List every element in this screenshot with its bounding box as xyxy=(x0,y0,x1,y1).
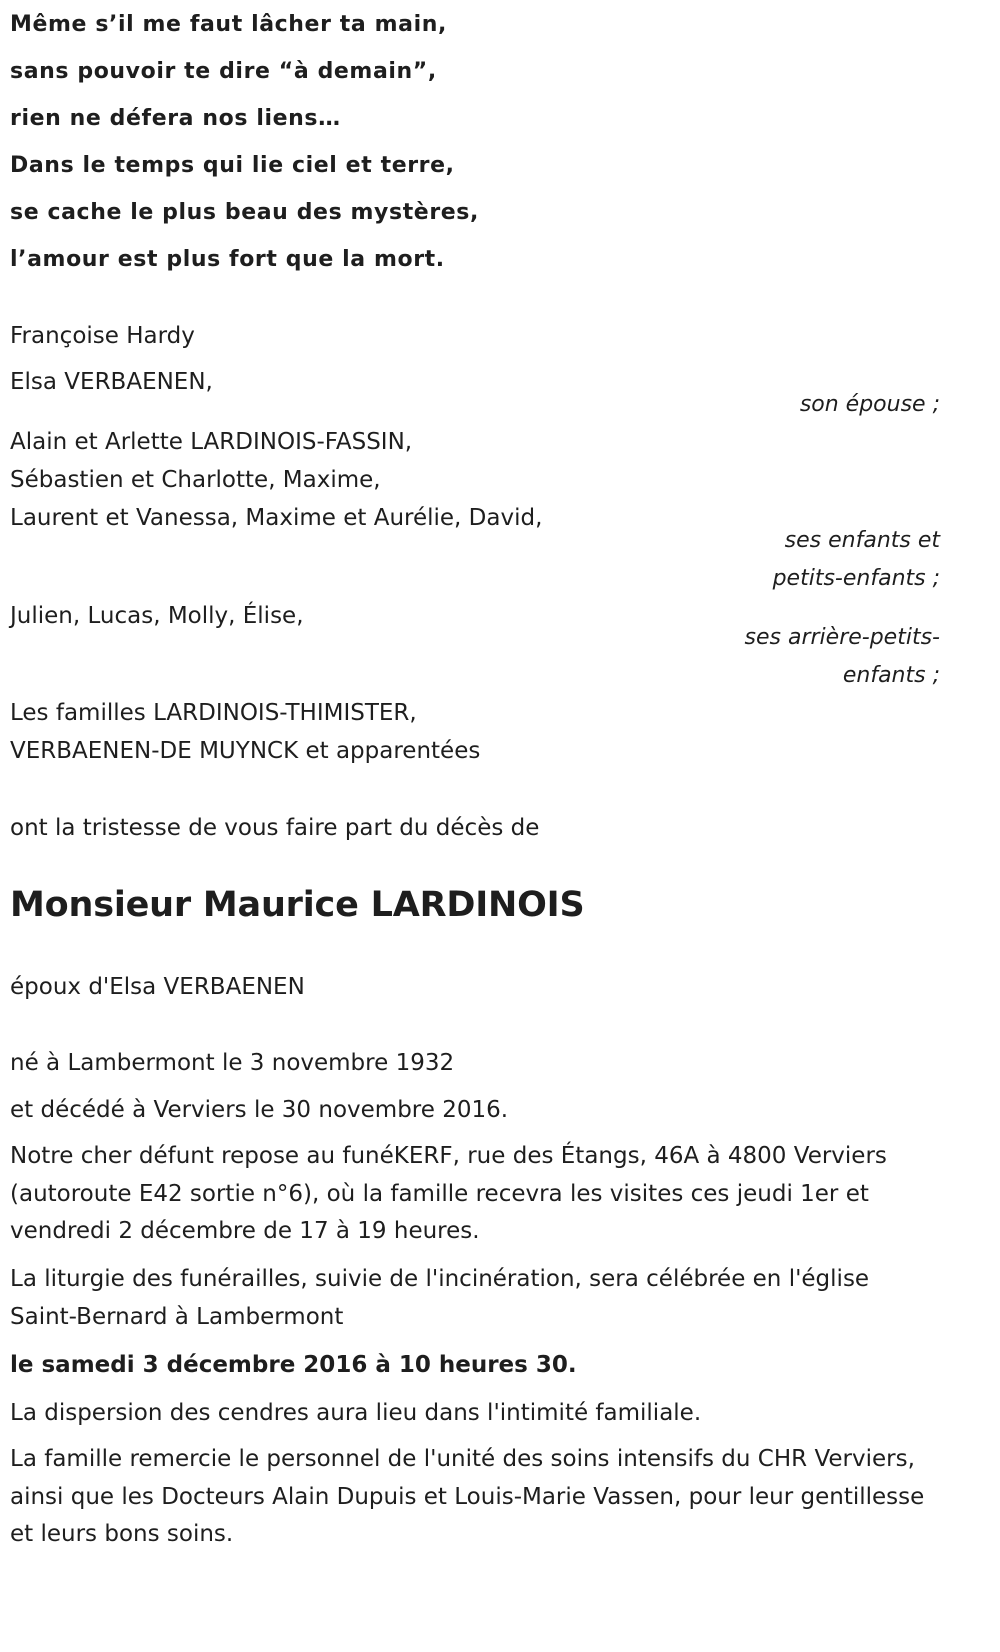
children-line: Alain et Arlette LARDINOIS-FASSIN, xyxy=(10,429,413,455)
children-relation: ses enfants et xyxy=(784,528,940,553)
children-line: Sébastien et Charlotte, Maxime, xyxy=(10,467,381,493)
poem-line: Même s’il me faut lâcher ta main, xyxy=(10,12,447,37)
thanks-info: La famille remercie le personnel de l'unité des soins intensifs du CHR Verviers, ainsi que les Docteurs Alain Dupuis et Louis-Marie Vassen, pour leur gentillesse et leurs bons soins. xyxy=(10,1446,925,1548)
children-line: Laurent et Vanessa, Maxime et Aurélie, David, xyxy=(10,505,543,531)
liturgy-info: La liturgie des funérailles, suivie de l'incinération, sera célébrée en l'église Saint-Bernard à Lambermont xyxy=(10,1266,870,1330)
poem-line: sans pouvoir te dire “à demain”, xyxy=(10,59,437,84)
visitation-info: Notre cher défunt repose au funéKERF, rue des Étangs, 46A à 4800 Verviers (autoroute E42 sortie n°6), où la famille recevra les visites ces jeudi 1er et vendredi 2 décembre de 17 à 19 heures. xyxy=(10,1143,887,1245)
great-grandchildren-relation: enfants ; xyxy=(842,663,940,688)
spouse-name: Elsa VERBAENEN, xyxy=(10,369,213,395)
poem-author: Françoise Hardy xyxy=(10,323,195,349)
announcement-intro: ont la tristesse de vous faire part du décès de xyxy=(10,815,540,841)
poem-line: l’amour est plus fort que la mort. xyxy=(10,247,445,272)
poem-line: rien ne défera nos liens… xyxy=(10,106,341,131)
poem-line: Dans le temps qui lie ciel et terre, xyxy=(10,153,455,178)
birth-info: né à Lambermont le 3 novembre 1932 xyxy=(10,1050,455,1076)
poem-line: se cache le plus beau des mystères, xyxy=(10,200,479,225)
great-grandchildren-relation: ses arrière-petits- xyxy=(744,625,940,650)
liturgy-date: le samedi 3 décembre 2016 à 10 heures 30. xyxy=(10,1352,577,1378)
families-line: Les familles LARDINOIS-THIMISTER, xyxy=(10,700,417,726)
families-line: VERBAENEN-DE MUYNCK et apparentées xyxy=(10,738,481,764)
spouse-of: époux d'Elsa VERBAENEN xyxy=(10,974,305,1000)
spouse-relation: son épouse ; xyxy=(799,392,940,417)
great-grandchildren-names: Julien, Lucas, Molly, Élise, xyxy=(10,603,304,629)
death-info: et décédé à Verviers le 30 novembre 2016. xyxy=(10,1097,509,1123)
children-relation: petits-enfants ; xyxy=(772,566,940,591)
ashes-info: La dispersion des cendres aura lieu dans l'intimité familiale. xyxy=(10,1400,702,1426)
deceased-name: Monsieur Maurice LARDINOIS xyxy=(10,885,585,925)
